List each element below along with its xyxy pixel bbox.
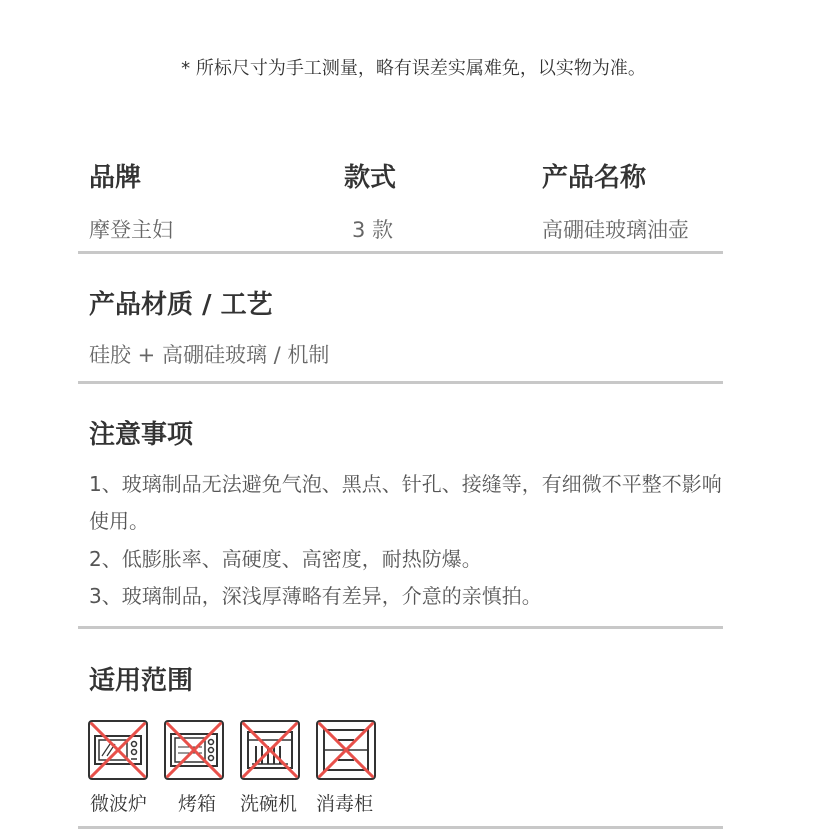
- usage-icons: [88, 720, 376, 780]
- oven-label: 烤箱: [178, 793, 217, 815]
- brand-value: 摩登主妇: [89, 218, 173, 242]
- caution-item-3: 3、玻璃制品，深浅厚薄略有差异，介意的亲慎拍。: [89, 584, 542, 608]
- style-value: 3 款: [352, 218, 394, 242]
- oven-icon: [164, 720, 224, 780]
- material-value: 硅胶 + 高硼硅玻璃 / 机制: [89, 343, 330, 367]
- product-name-header: 产品名称: [542, 163, 647, 193]
- microwave-label: 微波炉: [90, 793, 148, 815]
- sterilizer-label: 消毒柜: [316, 793, 374, 815]
- divider: [78, 826, 723, 829]
- microwave-icon: [88, 720, 148, 780]
- product-name-value: 高硼硅玻璃油壶: [542, 218, 689, 242]
- material-header: 产品材质 / 工艺: [89, 290, 273, 320]
- caution-header: 注意事项: [89, 420, 194, 450]
- sterilizer-icon: [316, 720, 376, 780]
- measurement-note: * 所标尺寸为手工测量，略有误差实属难免，以实物为准。: [181, 58, 646, 79]
- divider: [78, 251, 723, 254]
- caution-item-1: 1、玻璃制品无法避免气泡、黑点、针孔、接缝等，有细微不平整不影响使用。: [89, 472, 722, 533]
- dishwasher-label: 洗碗机: [240, 793, 298, 815]
- usage-header: 适用范围: [89, 666, 194, 696]
- divider: [78, 381, 723, 384]
- divider: [78, 626, 723, 629]
- style-header: 款式: [344, 163, 397, 193]
- caution-item-2: 2、低膨胀率、高硬度、高密度，耐热防爆。: [89, 547, 482, 571]
- dishwasher-icon: [240, 720, 300, 780]
- brand-header: 品牌: [89, 163, 142, 193]
